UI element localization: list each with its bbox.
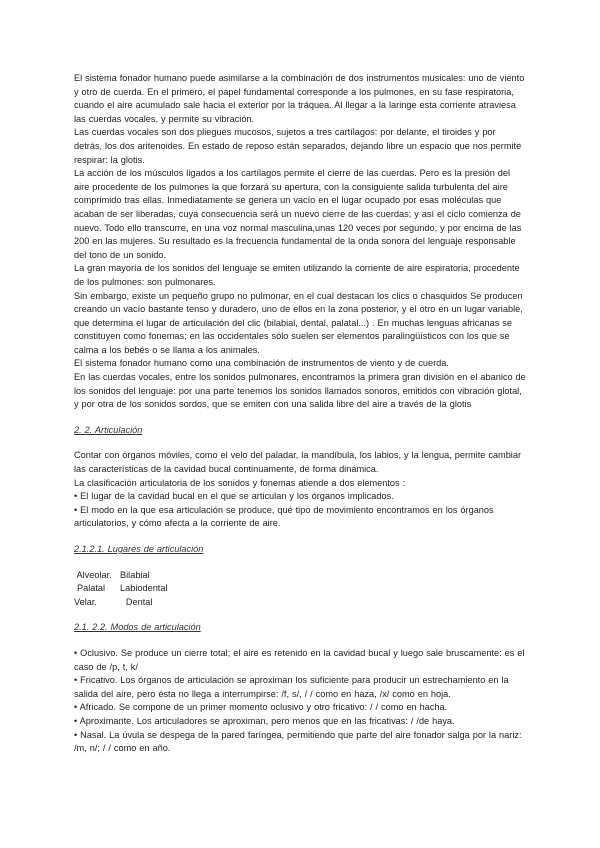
place-right: Dental [120, 596, 153, 607]
section-heading-lugares: 2.1.2.1. Lugares de articulación [74, 544, 204, 554]
intro-paragraph-7: En las cuerdas vocales, entre los sonidos pulmonares, encontramos la primera gran división en el abanico de los sonidos del lenguaje: por una parte tenemos los sonidos llamados sonoros, emitidos con vibración glotal, y por otra de los sonidos sordos, que se emiten con una salida libre del aire a través de la glotis [74, 372, 526, 410]
places-list [74, 569, 526, 610]
modo-item-fricativo: • Fricativo. Los órganos de articulación se aproximan los suficiente para producir un estrechamiento en la salida del aire, pero ésta no llega a interrumpirse: /f, s/, / / como en haza, /x/ como en hoja. [74, 675, 509, 699]
articulacion-bullet-2: • El modo en la que esa articulación se produce, qué tipo de movimiento encontramos en los órganos articulatorios, y cómo afecta a la corriente de aire. [74, 504, 494, 529]
place-left: Palatal [74, 583, 106, 594]
articulacion-paragraph-1: Contar con órganos móviles, como el velo del paladar, la mandíbula, los labios, y la lengua, permite cambiar las características de la cavidad bucal continuamente, de forma dinámica. [74, 450, 522, 475]
section-heading-modos: 2.1. 2.2. Modos de articulación [74, 622, 201, 633]
intro-paragraph-2: Las cuerdas vocales son dos pliegues mucosos, sujetos a tres cartílagos: por delante, el tiroides y por detrás, los dos aritenoides. En estado de reposo están separados, dejando libre un espacio que nos permite respirar: la glotis. [74, 127, 522, 165]
intro-paragraph-3: La acción de los músculos ligados a los cartílagos permite el cierre de las cuerdas. Pero es la presión del aire procedente de los pulmones la que forzará su apertura, con la consiguiente salida turbulenta del aire comprimido tras ellas. Inmediatamente se genera un vacío en el lugar ocupado por esas moléculas que acaban de ser liberadas, cuya consecuencia será un nuevo cierre de las cuerdas; y así el ciclo comienza de nuevo. Todo ello transcurre, en una voz normal masculina,unas 120 veces por segundo, y por encima de las 200 en las mujeres. Su resultado es la frecuencia fundamental de la onda sonora del lenguaje responsable del tono de un sonido. [74, 168, 522, 260]
intro-paragraph-4: La gran mayoría de los sonidos del lenguaje se emiten utilizando la corriente de aire espiratoria, procedente de los pulmones: son pulmonares. [74, 263, 520, 287]
articulacion-bullet-1: • El lugar de la cavidad bucal en el que se articulan y los órganos implicados. [74, 491, 394, 502]
modo-item-nasal: • Nasal. La úvula se despega de la pared faríngea, permitiendo que parte del aire fonador salga por la nariz: /m, n/; / / como en año. [74, 729, 522, 754]
place-right: Labiodental [120, 583, 168, 594]
section-heading-articulacion: 2. 2. Articulación [74, 424, 143, 435]
modo-item-oclusivo: • Oclusivo. Se produce un cierre total; el aire es retenido en la cavidad bucal y luego sale bruscamente: es el caso de /p, t, k/ [74, 647, 525, 672]
modo-item-aproximante: • Aproximante. Los articuladores se aproximan, pero menos que en las fricativas: / /de haya. [74, 715, 455, 726]
places-row [74, 596, 526, 610]
places-row [74, 582, 526, 596]
document-page [74, 72, 526, 756]
intro-paragraph-5: Sin embargo, existe un pequeño grupo no pulmonar, en el cual destacan los clics o chasquidos Se producen creando un vacío bastante tenso y duradero, uno de ellos en la zona posterior, y el otro en un lugar variable, que determina el lugar de articulación del clic (bilabial, dental, palatal...) . En muchas lenguas africanas se constituyen como fonemas; en las occidentales sólo suelen ser elementos paralingüísticos con los que se calma a los bebés o se llama a los animales. [74, 290, 523, 355]
articulacion-paragraph-2: La clasificación articulatoria de los sonidos y fonemas atiende a dos elementos : [74, 477, 406, 488]
places-row [74, 569, 526, 583]
place-right: Bilabial [120, 569, 150, 580]
modo-item-africado: • Africado. Se compone de un primer momento oclusivo y otro fricativo: / / como en hacha. [74, 702, 448, 713]
place-left: Alveolar. [74, 569, 112, 580]
intro-paragraph-6: El sistema fonador humano como una combinación de instrumentos de viento y de cuerda. [74, 358, 449, 369]
place-left: Velar. [74, 596, 97, 607]
intro-paragraph-1: El sistema fonador humano puede asimilarse a la combinación de dos instrumentos musicales: uno de viento y otro de cuerda. En el primero, el papel fundamental corresponde a los pulmones, en su fase respiratoria, cuando el aire acumulado sale hacia el exterior por la tráquea. Al llegar a la laringe esta corriente atraviesa las cuerdas vocales, y permite su vibración. [74, 73, 525, 124]
